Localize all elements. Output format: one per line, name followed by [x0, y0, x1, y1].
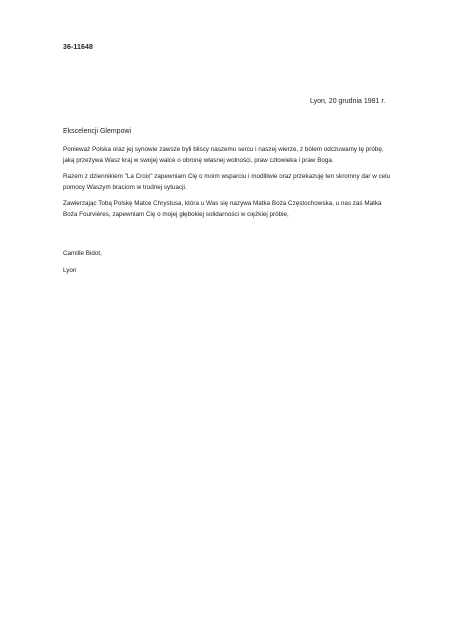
reference-number: 36-11648 [63, 44, 93, 51]
paragraph-1: Poniewaź Polska oraz jej synowie zawsze byli bliscy naszemu sercu i naszej wierze, z bólem odczuwamy tę próbę, jaką przeżywa Wasz kraj w swojej walce o obronę własnej wolności, praw człowieka i praw Boga. [63, 146, 384, 164]
date-line: Lyon, 20 grudnia 1981 r. [310, 98, 386, 105]
paragraph-2: Razem z dziennikiem "La Croix" zapewniam Cię o moim wsparciu i modlitwie oraz przekazuję ten skromny dar w celu pomocy Waszym braciom w trudnej sytuacji. [63, 173, 391, 191]
salutation: Ekscelencji Glempowi [63, 128, 132, 135]
signature-place: Lyon [63, 267, 77, 274]
signature-block [63, 249, 102, 276]
paragraph-3: Zawierzając Tobą Polskę Matce Chrystusa, która u Was się nazywa Matka Boża Częstochowska, u nas zaś Matka Boża Fourvières, zapewniam Cię o mojej głębokiej solidarności w ciężkiej próbie, [63, 200, 382, 218]
letter-body [63, 145, 395, 226]
signature-name: Camille Bidot, [63, 250, 102, 257]
